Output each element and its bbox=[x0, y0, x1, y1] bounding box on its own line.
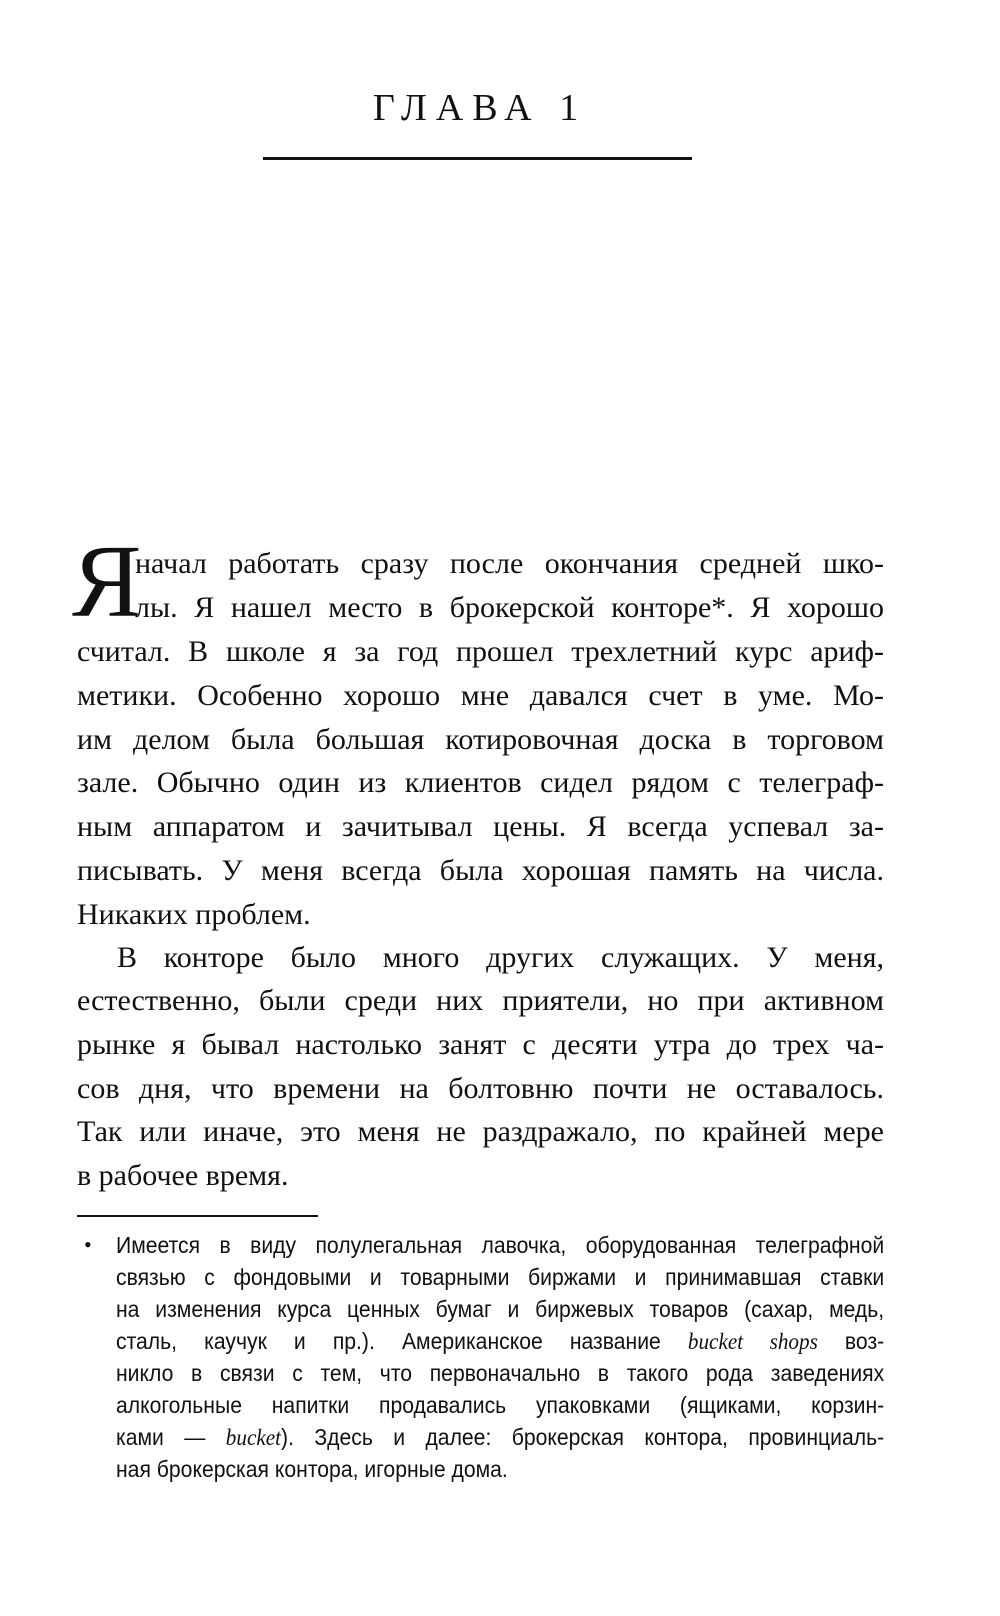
text-line: в рабочее время. bbox=[77, 1159, 289, 1192]
footnote-text: ). Здесь и далее: брокерская контора, провинциаль- bbox=[281, 1424, 885, 1450]
footnote-text: сталь, каучук и пр.). Американское название bbox=[116, 1328, 688, 1354]
text-line: писывать. У меня всегда была хорошая память на числа. bbox=[77, 854, 884, 887]
footnote-line bbox=[116, 1423, 884, 1452]
footnote-text: ками — bbox=[116, 1424, 226, 1450]
footnote-italic-term: bucket bbox=[225, 1425, 282, 1450]
footnote-line: алкогольные напитки продавались упаковками (ящиками, корзин- bbox=[116, 1392, 885, 1418]
text-line: Никаких проблем. bbox=[77, 898, 311, 931]
text-line: зале. Обычно один из клиентов сидел рядом с телеграф- bbox=[77, 766, 884, 799]
footnote-line: ная брокерская контора, игорные дома. bbox=[116, 1456, 508, 1482]
text-line: лы. Я нашел место в брокерской конторе*. Я хорошо bbox=[135, 591, 884, 624]
text-line: им делом была большая котировочная доска в торговом bbox=[77, 723, 884, 756]
footnote-line: связью с фондовыми и товарными биржами и принимавшая ставки bbox=[116, 1264, 885, 1290]
footnote-marker: • bbox=[84, 1232, 92, 1257]
footnote-line: никло в связи с тем, что первоначально в такого рода заведениях bbox=[116, 1360, 885, 1386]
footnote-line: на изменения курса ценных бумаг и биржевых товаров (сахар, медь, bbox=[116, 1296, 885, 1322]
text-line: считал. В школе я за год прошел трехлетний курс ариф- bbox=[77, 635, 884, 668]
footnote-italic-term: bucket shops bbox=[687, 1329, 818, 1354]
footnote-line: Имеется в виду полулегальная лавочка, оборудованная телеграфной bbox=[116, 1232, 885, 1258]
footnote-rule bbox=[77, 1215, 318, 1217]
text-line: Так или иначе, это меня не раздражало, по крайней мере bbox=[77, 1115, 884, 1148]
text-line: В конторе было много других служащих. У меня, bbox=[117, 941, 884, 974]
text-line: начал работать сразу после окончания средней шко- bbox=[135, 547, 884, 580]
footnote-text: воз- bbox=[817, 1328, 885, 1354]
text-line: метики. Особенно хорошо мне давался счет в уме. Мо- bbox=[77, 679, 884, 712]
text-line: ным аппаратом и зачитывал цены. Я всегда успевал за- bbox=[77, 810, 884, 843]
footnote-line bbox=[116, 1327, 884, 1356]
title-rule bbox=[263, 157, 692, 160]
drop-cap: Я bbox=[72, 524, 142, 639]
chapter-title: ГЛАВА 1 bbox=[372, 87, 588, 129]
text-line: естественно, были среди них приятели, но при активном bbox=[77, 984, 884, 1017]
text-line: рынке я бывал настолько занят с десяти утра до трех ча- bbox=[77, 1028, 884, 1061]
text-line: сов дня, что времени на болтовню почти не оставалось. bbox=[77, 1072, 884, 1105]
